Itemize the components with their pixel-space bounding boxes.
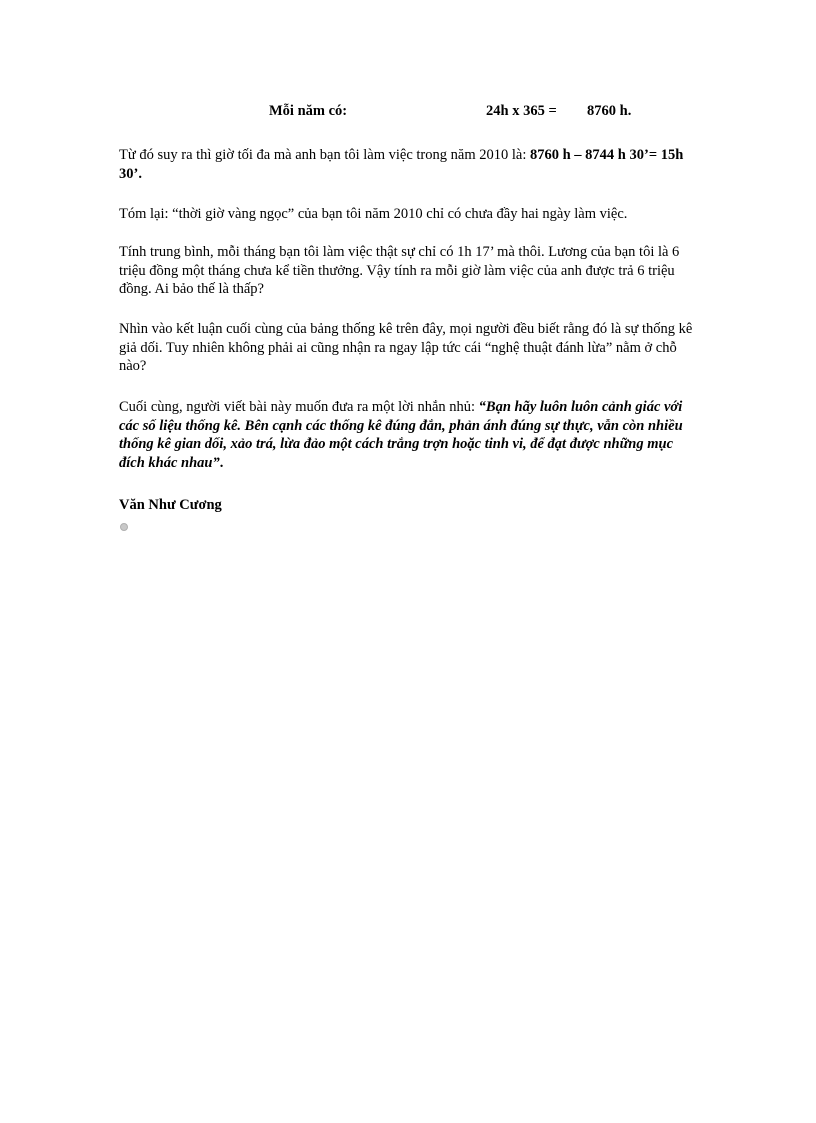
author-name: Văn Như Cương [119, 497, 222, 513]
paragraph-text: Tóm lại: “thời giờ vàng ngọc” của bạn tôi năm 2010 chỉ có chưa đầy hai ngày làm việc. [119, 206, 628, 222]
calc-expression: 24h x 365 = [486, 103, 557, 119]
paragraph-text: Cuối cùng, người viết bài này muốn đưa ra một lời nhắn nhủ: [119, 399, 479, 415]
paragraph-conclusion [119, 320, 697, 376]
paragraph-text: Nhìn vào kết luận cuối cùng của bảng thống kê trên đây, mọi người đều biết rằng đó là sự thống kê giả dối. Tuy nhiên không phải ai cũng nhận ra ngay lập tức cái “nghệ thuật đánh lừa” nằm ở chỗ nào? [119, 321, 693, 374]
advice-quote: “Bạn hãy luôn luôn cảnh giác với các số liệu thống kê. Bên cạnh các thống kê đúng đắn, phản ánh đúng sự thực, vẫn còn nhiều thống kê gian dối, xảo trá, lừa đảo một cách trắng trợn hoặc tinh vi, để đạt được những mục đích khác nhau” [119, 399, 683, 471]
paragraph-max-hours [119, 146, 697, 183]
calc-result: 8760 h. [587, 103, 632, 119]
calc-label: Mỗi năm có: [269, 103, 348, 119]
paragraph-summary [119, 205, 697, 224]
advice-end: . [219, 454, 224, 471]
calc-line [119, 103, 697, 123]
paragraph-advice [119, 398, 697, 472]
paragraph-text: Từ đó suy ra thì giờ tối đa mà anh bạn tôi làm việc trong năm 2010 là: [119, 147, 530, 163]
bullet-dot-icon [120, 523, 128, 531]
hours-calc-bold: 8760 h – 8744 h 30’= 15h 30’. [119, 147, 684, 182]
paragraph-text: Tính trung bình, mỗi tháng bạn tôi làm việc thật sự chỉ có 1h 17’ mà thôi. Lương của bạn tôi là 6 triệu đồng một tháng chưa kể tiền thưởng. Vậy tính ra mỗi giờ làm việc của anh được trả 6 triệu đồng. Ai bảo thế là thấp? [119, 244, 680, 297]
paragraph-average [119, 243, 697, 299]
document-page [119, 0, 697, 1123]
